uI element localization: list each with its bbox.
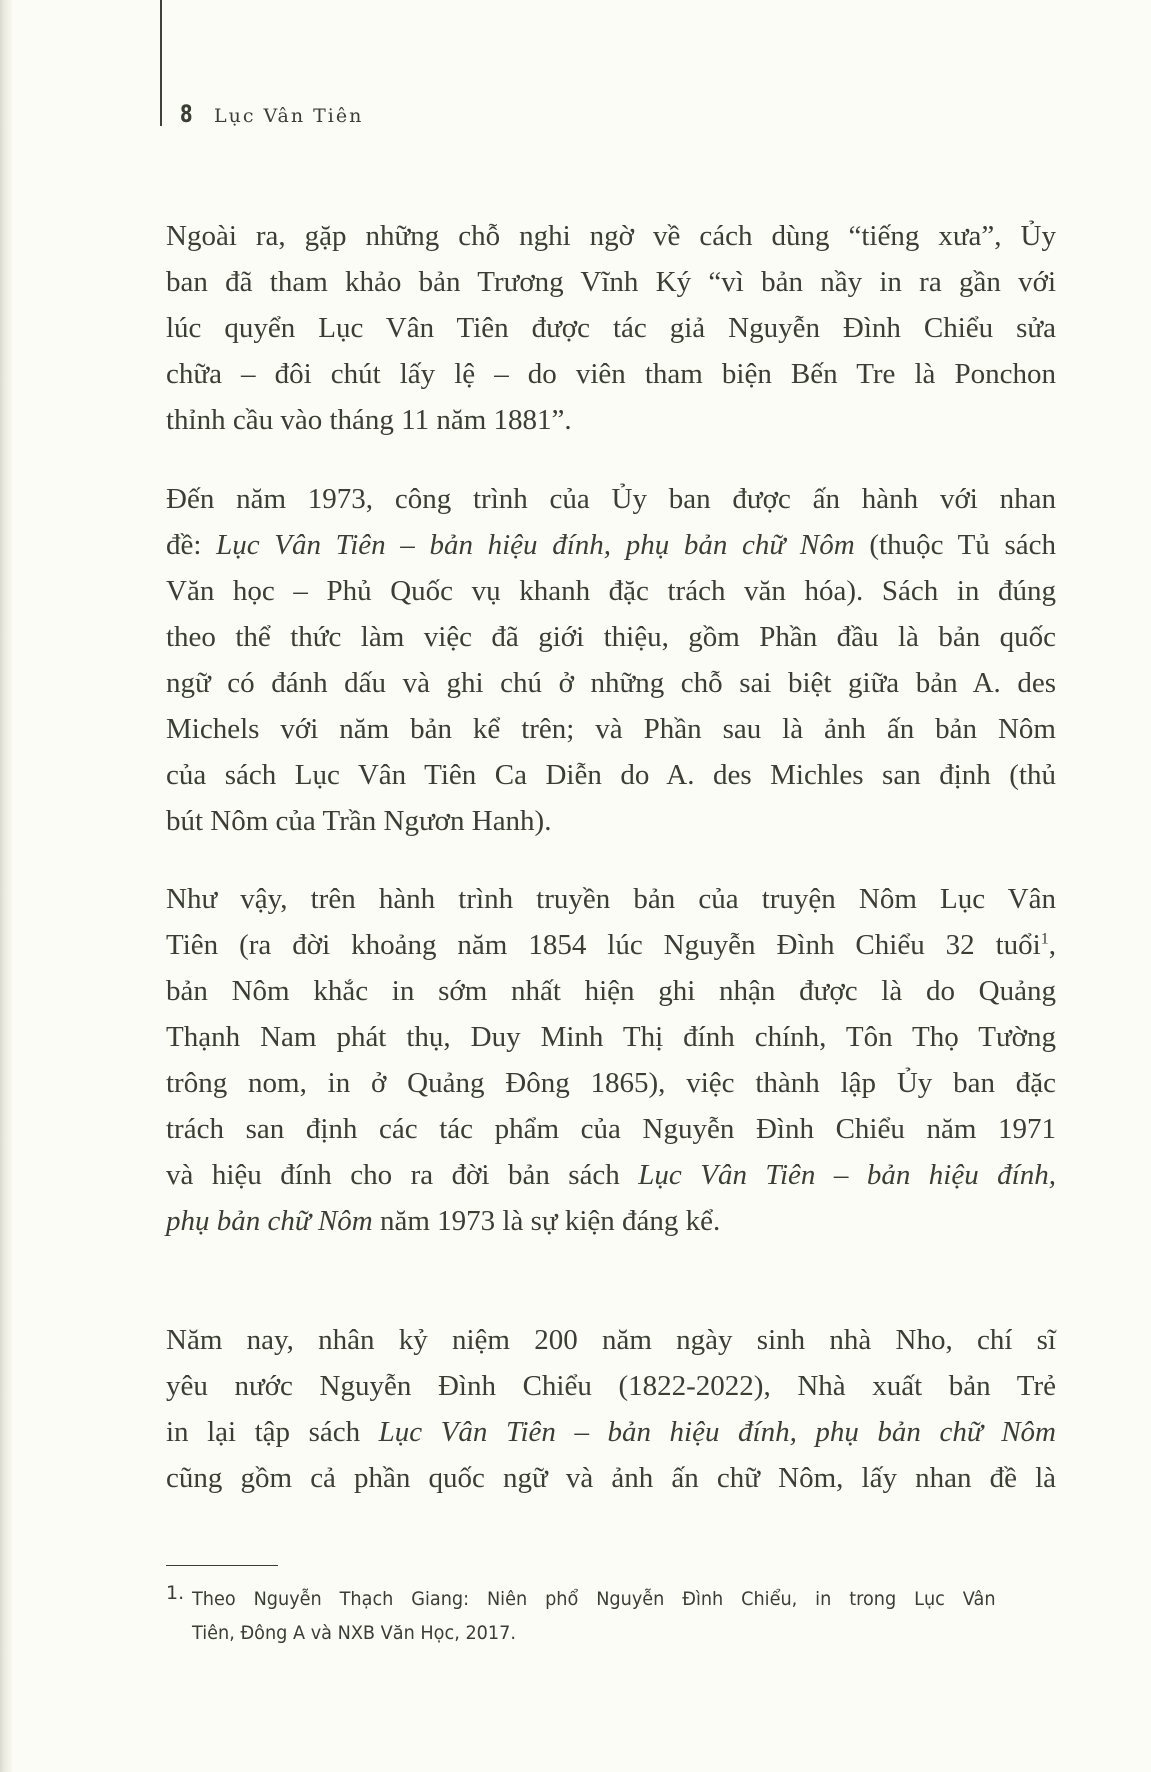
text-line: chữa – đôi chút lấy lệ – do viên tham biện Bến Tre là Ponchon (166, 358, 1056, 390)
text-run: năm 1973 là sự kiện đáng kể. (372, 1205, 721, 1237)
text-line: ngữ có đánh dấu và ghi chú ở những chỗ sai biệt giữa bản A. des (166, 667, 1056, 699)
text-line (166, 922, 1056, 968)
text-line: của sách Lục Vân Tiên Ca Diễn do A. des Michles san định (thủ (166, 759, 1056, 791)
text-line: theo thể thức làm việc đã giới thiệu, gồm Phần đầu là bản quốc (166, 621, 1056, 653)
paragraph-1 (166, 213, 1056, 443)
footnote (166, 1582, 1056, 1650)
text-run: (thuộc Tủ sách (854, 529, 1056, 561)
text-line: Như vậy, trên hành trình truyền bản của truyện Nôm Lục Vân (166, 883, 1056, 915)
text-run: và hiệu đính cho ra đời bản sách (166, 1159, 639, 1191)
italic-title: Lục Vân Tiên – bản hiệu đính, (638, 1159, 1056, 1191)
paragraph-4 (166, 1317, 1056, 1501)
header-vertical-rule (160, 0, 162, 126)
text-line: bản Nôm khắc in sớm nhất hiện ghi nhận được là do Quảng (166, 975, 1056, 1007)
text-line (166, 1198, 1056, 1244)
text-line: Đến năm 1973, công trình của Ủy ban được ấn hành với nhan (166, 483, 1056, 515)
text-line: yêu nước Nguyễn Đình Chiểu (1822-2022), Nhà xuất bản Trẻ (166, 1370, 1056, 1402)
text-line: Năm nay, nhân kỷ niệm 200 năm ngày sinh nhà Nho, chí sĩ (166, 1324, 1056, 1356)
page-edge (0, 0, 12, 1772)
footnote-ref[interactable]: 1 (1040, 930, 1049, 948)
text-line: Michels với năm bản kể trên; và Phần sau là ảnh ấn bản Nôm (166, 713, 1056, 745)
italic-title: Lục Vân Tiên – bản hiệu đính, phụ bản chữ Nôm (378, 1416, 1056, 1448)
running-head-title: Lục Vân Tiên (214, 105, 364, 127)
text-line: trách san định các tác phẩm của Nguyễn Đình Chiểu năm 1971 (166, 1113, 1056, 1145)
text-line: trông nom, in ở Quảng Đông 1865), việc thành lập Ủy ban đặc (166, 1067, 1056, 1099)
paragraph-3 (166, 876, 1056, 1244)
text-run: đề: (166, 529, 217, 561)
text-line: Thạnh Nam phát thụ, Duy Minh Thị đính chính, Tôn Thọ Tường (166, 1021, 1056, 1053)
footnote-separator (166, 1565, 278, 1566)
text-line (166, 522, 1056, 568)
italic-title: phụ bản chữ Nôm (166, 1205, 373, 1237)
text-line: ban đã tham khảo bản Trương Vĩnh Ký “vì bản nầy in ra gần với (166, 266, 1056, 298)
text-run: , (1048, 929, 1056, 961)
text-line: lúc quyển Lục Vân Tiên được tác giả Nguyễn Đình Chiểu sửa (166, 312, 1056, 344)
text-line: Ngoài ra, gặp những chỗ nghi ngờ về cách dùng “tiếng xưa”, Ủy (166, 220, 1056, 252)
text-line: thỉnh cầu vào tháng 11 năm 1881”. (166, 404, 572, 436)
footnote-line: Theo Nguyễn Thạch Giang: Niên phổ Nguyễn Đình Chiểu, in trong Lục Vân (192, 1588, 996, 1610)
text-line: bút Nôm của Trần Ngươn Hanh). (166, 805, 552, 837)
running-head (180, 100, 363, 130)
footnote-number: 1. (166, 1582, 185, 1604)
italic-title: Lục Vân Tiên – bản hiệu đính, phụ bản chữ Nôm (216, 529, 855, 561)
text-run: Tiên (ra đời khoảng năm 1854 lúc Nguyễn Đình Chiểu 32 tuổi (166, 929, 1041, 961)
text-line: Văn học – Phủ Quốc vụ khanh đặc trách văn hóa). Sách in đúng (166, 575, 1056, 607)
footnote-line: Tiên, Đông A và NXB Văn Học, 2017. (192, 1622, 517, 1644)
text-line (166, 1409, 1056, 1455)
text-line (166, 1152, 1056, 1198)
page-number: 8 (180, 100, 193, 128)
text-run: in lại tập sách (166, 1416, 379, 1448)
paragraph-2 (166, 476, 1056, 844)
text-line: cũng gồm cả phần quốc ngữ và ảnh ấn chữ Nôm, lấy nhan đề là (166, 1462, 1056, 1494)
